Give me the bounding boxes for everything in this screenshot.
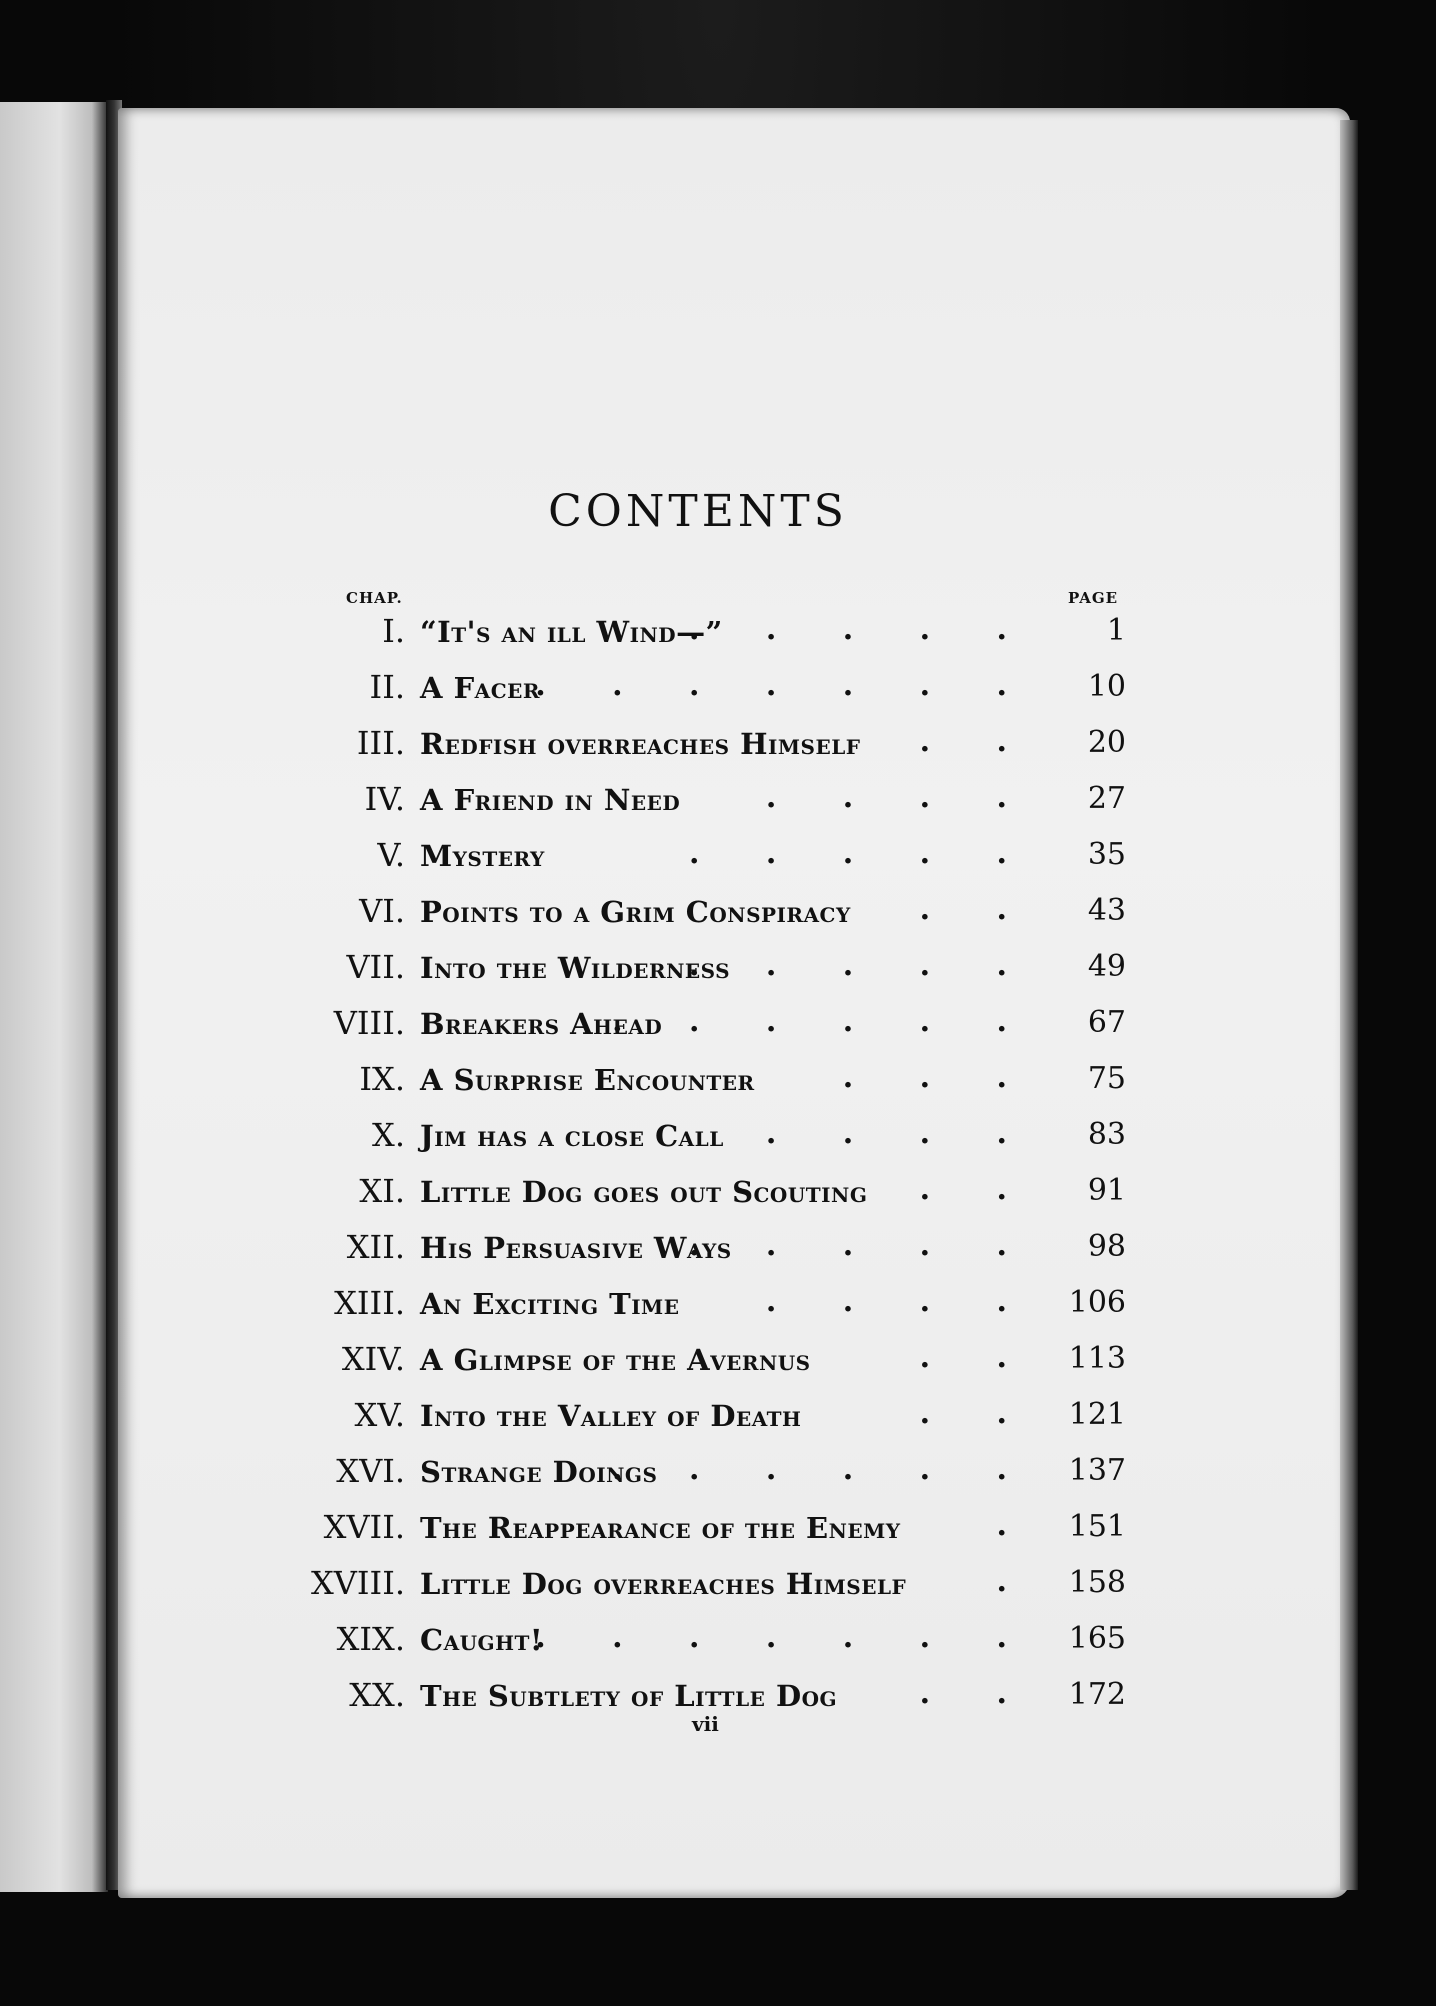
leader-dots: . . . . . . — [612, 1004, 1035, 1039]
page-number: 49 — [1087, 949, 1126, 984]
chapter-number: II. — [369, 668, 405, 706]
leader-dots: . . . . . — [689, 836, 1035, 871]
page-number: 172 — [1068, 1677, 1126, 1712]
chapter-title: Points to a Grim Conspiracy — [420, 895, 851, 929]
toc-entry — [0, 836, 1436, 892]
leader-dots: . . . . — [765, 1284, 1035, 1319]
leader-dots: . . . . . — [689, 612, 1035, 647]
page-number: 113 — [1068, 1341, 1126, 1376]
chapter-number: IV. — [364, 780, 405, 818]
page-number: 83 — [1087, 1117, 1126, 1152]
chapter-title: An Exciting Time — [420, 1287, 680, 1321]
page-number: 98 — [1087, 1229, 1126, 1264]
chapter-title: Little Dog overreaches Himself — [420, 1567, 907, 1601]
page-column-header: PAGE — [1068, 589, 1119, 607]
toc-entry — [0, 1564, 1436, 1620]
page-number: 75 — [1087, 1061, 1126, 1096]
chapter-title: Mystery — [420, 839, 545, 873]
toc-entry — [0, 948, 1436, 1004]
leader-dots: . . — [919, 1676, 1035, 1711]
chapter-number: VII. — [346, 948, 405, 986]
chapter-number: XX. — [349, 1676, 405, 1714]
toc-entry — [0, 724, 1436, 780]
chapter-number: XIX. — [336, 1620, 405, 1658]
chapter-number: VI. — [359, 892, 405, 930]
toc-entry — [0, 1396, 1436, 1452]
leader-dots: . . — [919, 1340, 1035, 1375]
toc-entry — [0, 1452, 1436, 1508]
chapter-title: A Glimpse of the Avernus — [420, 1343, 811, 1377]
page-number: 121 — [1068, 1397, 1126, 1432]
chapter-number: I. — [382, 612, 405, 650]
chapter-number: X. — [372, 1116, 405, 1154]
toc-entry — [0, 668, 1436, 724]
leader-dots: . . . . — [765, 1116, 1035, 1151]
chapter-title: A Facer — [420, 671, 540, 705]
chapter-number: XVII. — [323, 1508, 405, 1546]
chapter-number: XV. — [354, 1396, 405, 1434]
toc-entry — [0, 1060, 1436, 1116]
leader-dots: . — [996, 1508, 1035, 1543]
toc-entry — [0, 1620, 1436, 1676]
chapter-title: Caught! — [420, 1623, 544, 1657]
chapter-title: Jim has a close Call — [420, 1119, 724, 1153]
leader-dots: . . . . . . — [612, 1452, 1035, 1487]
page-number: 35 — [1087, 837, 1126, 872]
toc-entry — [0, 1172, 1436, 1228]
chapter-number: VIII. — [333, 1004, 405, 1042]
chapter-title: A Surprise Encounter — [420, 1063, 755, 1097]
chapter-number: XVI. — [336, 1452, 405, 1490]
page-folio: vii — [692, 1712, 719, 1736]
leader-dots: . . . . . — [689, 1228, 1035, 1263]
page-number: 151 — [1068, 1509, 1126, 1544]
chapter-column-header: CHAP. — [346, 589, 403, 607]
toc-entry — [0, 612, 1436, 668]
leader-dots: . . . . — [765, 780, 1035, 815]
chapter-title: Breakers Ahead — [420, 1007, 663, 1041]
leader-dots: . — [996, 1564, 1035, 1599]
toc-entry — [0, 1284, 1436, 1340]
page-number: 43 — [1087, 893, 1126, 928]
page-number: 137 — [1068, 1453, 1126, 1488]
chapter-title: Into the Wilderness — [420, 951, 731, 985]
chapter-number: XII. — [346, 1228, 405, 1266]
chapter-title: The Subtlety of Little Dog — [420, 1679, 838, 1713]
page-number: 27 — [1087, 781, 1126, 816]
leader-dots: . . — [919, 1172, 1035, 1207]
page-number: 158 — [1068, 1565, 1126, 1600]
page-number: 91 — [1087, 1173, 1126, 1208]
page-number: 1 — [1106, 613, 1126, 648]
page-title: CONTENTS — [548, 486, 848, 537]
chapter-title: Little Dog goes out Scouting — [420, 1175, 868, 1209]
toc-entry — [0, 780, 1436, 836]
toc-entry — [0, 1228, 1436, 1284]
chapter-title: His Persuasive Ways — [420, 1231, 732, 1265]
page-number: 106 — [1068, 1285, 1126, 1320]
chapter-number: III. — [356, 724, 405, 762]
leader-dots: . . . . . . . — [535, 1620, 1035, 1655]
chapter-number: V. — [377, 836, 405, 874]
chapter-number: XIII. — [334, 1284, 405, 1322]
chapter-title: “It's an ill Wind—” — [420, 615, 723, 649]
page-number: 67 — [1087, 1005, 1126, 1040]
leader-dots: . . . . . . . — [535, 668, 1035, 703]
toc-entry — [0, 1004, 1436, 1060]
toc-entry — [0, 1508, 1436, 1564]
chapter-number: IX. — [359, 1060, 405, 1098]
leader-dots: . . — [919, 892, 1035, 927]
page-number: 10 — [1087, 669, 1126, 704]
chapter-number: XVIII. — [311, 1564, 405, 1602]
leader-dots: . . . . . — [689, 948, 1035, 983]
chapter-number: XIV. — [341, 1340, 405, 1378]
leader-dots: . . — [919, 724, 1035, 759]
toc-entry — [0, 892, 1436, 948]
chapter-title: The Reappearance of the Enemy — [420, 1511, 901, 1545]
toc-entry — [0, 1340, 1436, 1396]
leader-dots: . . — [919, 1396, 1035, 1431]
chapter-number: XI. — [359, 1172, 405, 1210]
toc-entry — [0, 1116, 1436, 1172]
leader-dots: . . . — [842, 1060, 1035, 1095]
chapter-title: Redfish overreaches Himself — [420, 727, 861, 761]
page-number: 20 — [1087, 725, 1126, 760]
chapter-title: Into the Valley of Death — [420, 1399, 802, 1433]
chapter-title: A Friend in Need — [420, 783, 681, 817]
page-number: 165 — [1068, 1621, 1126, 1656]
chapter-title: Strange Doings — [420, 1455, 658, 1489]
